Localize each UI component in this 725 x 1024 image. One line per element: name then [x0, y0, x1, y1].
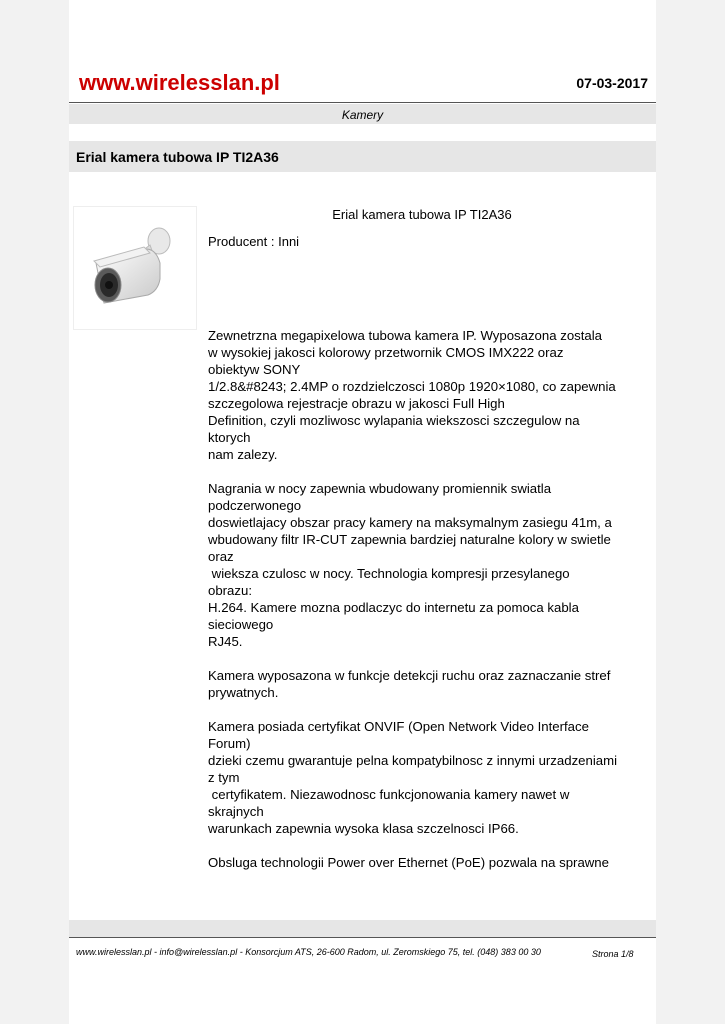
category-bar: [69, 104, 656, 124]
site-name[interactable]: www.wirelesslan.pl: [79, 70, 280, 95]
product-image: [73, 206, 197, 330]
camera-icon: [74, 207, 196, 329]
footer-bar: [69, 920, 656, 937]
product-title: Erial kamera tubowa IP TI2A36: [76, 149, 279, 165]
page-number: Strona 1/8: [592, 949, 634, 959]
footer-contact: www.wirelesslan.pl - info@wirelesslan.pl - Konsorcjum ATS, 26-600 Radom, ul. Zeromskiego 75, tel. (048) 383 00 30: [76, 947, 541, 957]
category-label: Kamery: [341, 108, 384, 122]
product-title-bar: [69, 141, 656, 172]
document-date: 07-03-2017: [576, 75, 648, 91]
footer-divider: [69, 937, 656, 938]
product-producer: Producent : Inni: [208, 234, 300, 249]
header-divider: [69, 102, 656, 103]
product-description: Zewnetrzna megapixelowa tubowa kamera IP. Wyposazona zostala w wysokiej jakosci kolorowy przetwornik CMOS IMX222 oraz obiektyw SONY 1/2.8&#8243; 2.4MP o rozdzielczosci 1080p 1920×1080, co zapewnia szczegolowa rejestracje obrazu w jakosci Full High Definition, czyli mozliwosc wylapania wiekszosci szczegulow na ktorych nam zalezy. Nagrania w nocy zapewnia wbudowany promiennik swiatla podczerwonego doswietlajacy obszar pracy kamery na maksymalnym zasiegu 41m, a wbudowany filtr IR-CUT zapewnia bardziej naturalne kolory w swietle oraz wieksza czulosc w nocy. Technologia kompresji przesylanego obrazu: H.264. Kamere mozna podlaczyc do internetu za pomoca kabla sieciowego RJ45. Kamera wyposazona w funkcje detekcji ruchu oraz zaznaczanie stref prywatnych. Kamera posiada certyfikat ONVIF (Open Network Video Interface Forum) dzieki czemu gwarantuje pelna kompatybilnosc z innymi urzadzeniami z tym certyfikatem. Niezawodnosc funkcjonowania kamery nawet w skrajnych warunkach zapewnia wysoka klasa szczelnosci IP66. Obsluga technologii Power over Ethernet (PoE) pozwala na sprawne: [208, 328, 618, 870]
product-name: Erial kamera tubowa IP TI2A36: [332, 207, 512, 222]
